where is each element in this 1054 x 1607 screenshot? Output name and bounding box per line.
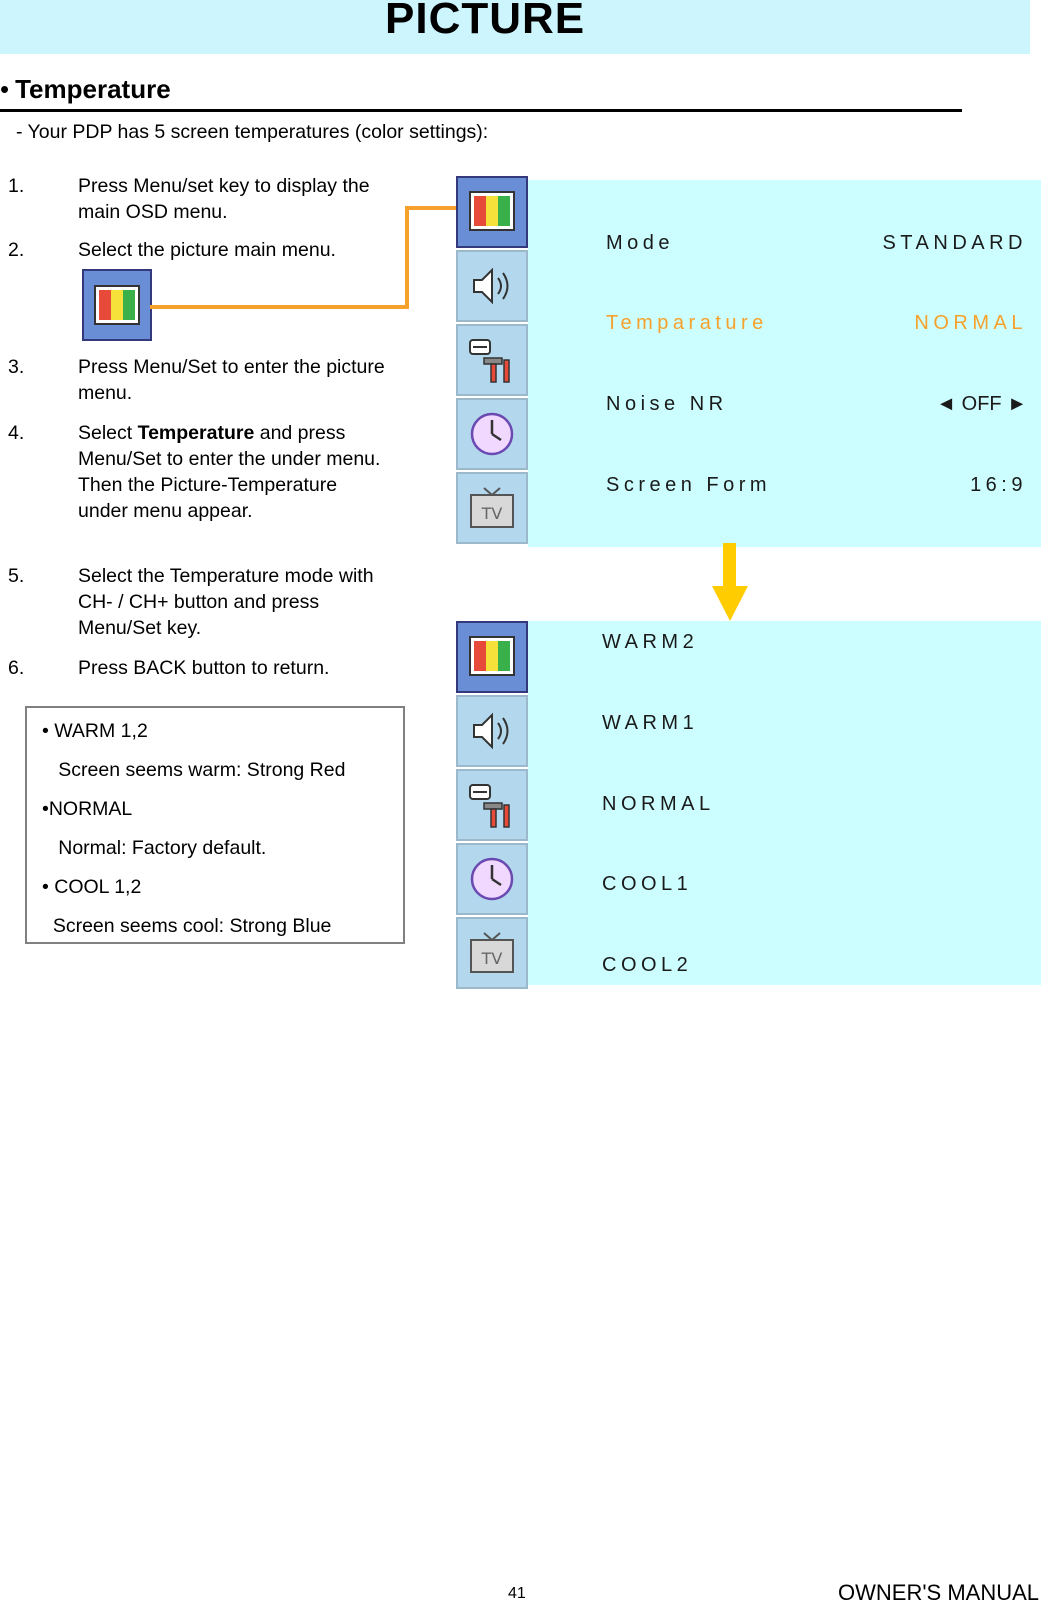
- osd-main-panel: [528, 180, 1041, 547]
- page-title: PICTURE: [385, 0, 586, 43]
- step-number: 5.: [8, 565, 25, 587]
- sound-icon: [466, 705, 518, 757]
- picture-icon: [466, 631, 518, 683]
- page-number: 41: [508, 1585, 526, 1602]
- menu-tab-setup[interactable]: [456, 769, 528, 841]
- setup-tools-icon: [466, 334, 518, 386]
- tv-icon: [466, 927, 518, 979]
- step-number: 4.: [8, 422, 25, 444]
- osd-row-value[interactable]: ◄ OFF ►: [936, 393, 1027, 415]
- step-text: Select the Temperature mode with CH- / CH+ button and press Menu/Set key.: [78, 565, 374, 639]
- step-text: Press Menu/set key to display the main OSD menu.: [78, 175, 370, 223]
- timer-clock-icon: [466, 853, 518, 905]
- step-text-pre: Select: [78, 422, 138, 444]
- menu-tab-tv[interactable]: [456, 917, 528, 989]
- manual-title: OWNER'S MANUAL: [838, 1580, 1039, 1605]
- osd-sub-panel: [528, 621, 1041, 985]
- note-line: • WARM 1,2: [42, 720, 148, 742]
- temperature-option[interactable]: COOL2: [602, 954, 693, 976]
- down-arrow-icon: [710, 543, 750, 623]
- section-title: Temperature: [15, 74, 171, 104]
- intro-text: - Your PDP has 5 screen temperatures (color settings):: [16, 121, 489, 143]
- osd-row-label[interactable]: Temparature: [606, 312, 768, 334]
- svg-text:TV: TV: [481, 504, 503, 523]
- temperature-option[interactable]: COOL1: [602, 873, 693, 895]
- picture-icon: [466, 186, 518, 238]
- sound-icon: [466, 260, 518, 312]
- osd-row-label[interactable]: Noise NR: [606, 393, 728, 415]
- step-text-bold: Temperature: [137, 422, 255, 444]
- menu-tab-picture[interactable]: [456, 176, 528, 248]
- osd-row-label[interactable]: Screen Form: [606, 474, 772, 496]
- temperature-notes-box: [25, 706, 405, 944]
- note-line: • COOL 1,2: [42, 876, 142, 898]
- step-number: 1.: [8, 175, 25, 197]
- menu-tab-timer[interactable]: [456, 398, 528, 470]
- timer-clock-icon: [466, 408, 518, 460]
- setup-tools-icon: [466, 779, 518, 831]
- menu-tab-picture[interactable]: [456, 621, 528, 693]
- step-text: Press BACK button to return.: [78, 657, 330, 679]
- temperature-option[interactable]: WARM2: [602, 631, 699, 653]
- section-bullet: •: [0, 74, 10, 104]
- osd-row-value[interactable]: NORMAL: [914, 312, 1027, 334]
- step-number: 3.: [8, 356, 25, 378]
- svg-text:TV: TV: [481, 949, 503, 968]
- temperature-option[interactable]: NORMAL: [602, 793, 715, 815]
- temperature-option[interactable]: WARM1: [602, 712, 699, 734]
- menu-tab-sound[interactable]: [456, 250, 528, 322]
- osd-row-label[interactable]: Mode: [606, 232, 675, 254]
- step-text: Press Menu/Set to enter the picture menu.: [78, 356, 385, 404]
- step-number: 2.: [8, 239, 25, 261]
- step-number: 6.: [8, 657, 25, 679]
- note-line: Screen seems warm: Strong Red: [42, 759, 346, 781]
- menu-tab-setup[interactable]: [456, 324, 528, 396]
- osd-row-value[interactable]: STANDARD: [882, 232, 1027, 254]
- osd-row-value[interactable]: 16:9: [970, 474, 1027, 496]
- step-text-post: and press Menu/Set to enter the under menu. Then the Picture-Temperature under menu appear.: [78, 422, 381, 522]
- menu-tab-timer[interactable]: [456, 843, 528, 915]
- menu-tab-sound[interactable]: [456, 695, 528, 767]
- step-text: Select the picture main menu.: [78, 239, 336, 261]
- note-line: •NORMAL: [42, 798, 133, 820]
- note-line: Screen seems cool: Strong Blue: [42, 915, 332, 937]
- note-line: Normal: Factory default.: [42, 837, 267, 859]
- menu-tab-tv[interactable]: [456, 472, 528, 544]
- tv-icon: [466, 482, 518, 534]
